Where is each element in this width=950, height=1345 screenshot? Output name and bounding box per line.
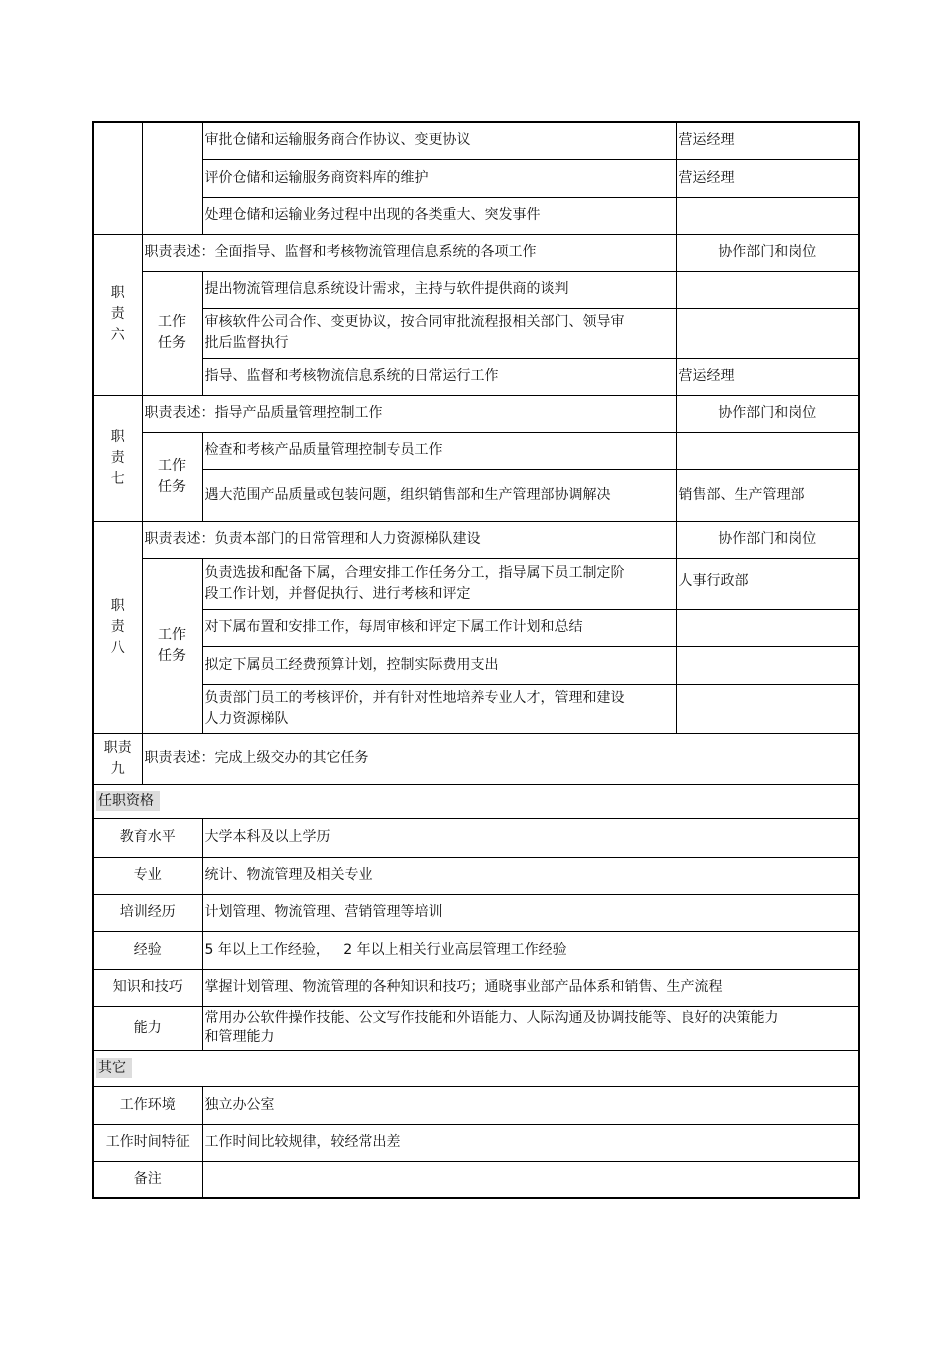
table-row: [93, 197, 859, 234]
table-row: [93, 432, 859, 469]
duty-label-char: 职: [110, 597, 125, 614]
duty-label-char: 八: [110, 639, 125, 656]
duty-label-char: 九: [110, 760, 125, 777]
table-row: [93, 395, 859, 432]
task-text: 提出物流管理信息系统设计需求，主持与软件提供商的谈判: [202, 271, 676, 308]
other-label: 备注: [93, 1161, 202, 1198]
work-task-label: [142, 432, 202, 521]
table-row: [93, 1006, 859, 1050]
duty7-description: 职责表述：指导产品质量管理控制工作: [142, 395, 676, 432]
table-row: [93, 159, 859, 197]
table-row: [93, 818, 859, 857]
other-label: 工作时间特征: [93, 1124, 202, 1161]
other-value: [202, 1161, 859, 1198]
section-label: 其它: [96, 1058, 132, 1078]
duty-label-char: 责: [110, 618, 125, 635]
table-row: [93, 234, 859, 271]
collab-text: [676, 197, 859, 234]
table-row: [93, 358, 859, 395]
work-task-label: [142, 271, 202, 395]
collab-text: 营运经理: [676, 122, 859, 159]
collab-header: 协作部门和岗位: [676, 521, 859, 558]
work-label-text: 工作: [158, 314, 186, 330]
other-value: 工作时间比较规律，较经常出差: [202, 1124, 859, 1161]
qual-label: 教育水平: [93, 818, 202, 857]
task-text: 检查和考核产品质量管理控制专员工作: [202, 432, 676, 469]
table-row: [93, 684, 859, 733]
collab-text: 营运经理: [676, 159, 859, 197]
duty-label-char: 职责: [103, 739, 132, 756]
table-row: [93, 857, 859, 894]
duty8-label: [93, 521, 142, 733]
qual-value: 计划管理、物流管理、营销管理等培训: [202, 894, 859, 931]
table-row: [93, 1161, 859, 1198]
collab-text: [676, 646, 859, 684]
duty-label-char: 职: [110, 428, 125, 445]
table-row: [93, 558, 859, 609]
duty7-label: [93, 395, 142, 521]
qual-value: 统计、物流管理及相关专业: [202, 857, 859, 894]
table-row: [93, 609, 859, 646]
work-label-text: 工作: [158, 457, 186, 474]
qual-label: 经验: [93, 931, 202, 969]
work-task-label: [142, 558, 202, 733]
qual-label: 能力: [93, 1006, 202, 1050]
task-text: 拟定下属员工经费预算计划，控制实际费用支出: [202, 646, 676, 684]
table-row: [93, 784, 859, 818]
duty-label-char: 七: [110, 470, 125, 487]
qual-value: 掌握计划管理、物流管理的各种知识和技巧；通晓事业部产品体系和销售、生产流程: [202, 969, 859, 1006]
work-label-text: 任务: [158, 335, 186, 351]
qualifications-header: [93, 784, 859, 818]
table-row: [93, 308, 859, 358]
collab-text: [676, 432, 859, 469]
table-row: [93, 969, 859, 1006]
blank-duty-cell: [93, 122, 142, 234]
duty6-label: [93, 234, 142, 395]
qual-label: 专业: [93, 857, 202, 894]
blank-work-cell: [142, 122, 202, 234]
collab-text: [676, 609, 859, 646]
table-row: [93, 1050, 859, 1086]
job-description-page: [92, 121, 858, 1199]
table-row: [93, 733, 859, 784]
table-row: [93, 931, 859, 969]
collab-text: [676, 308, 859, 358]
task-text: 评价仓储和运输服务商资料库的维护: [202, 159, 676, 197]
table-row: [93, 1124, 859, 1161]
qual-label: 培训经历: [93, 894, 202, 931]
job-description-table: [92, 121, 860, 1199]
task-text: 对下属布置和安排工作，每周审核和评定下属工作计划和总结: [202, 609, 676, 646]
duty-label-char: 责: [110, 306, 125, 322]
collab-text: 销售部、生产管理部: [676, 469, 859, 521]
other-value: 独立办公室: [202, 1086, 859, 1124]
task-text: 指导、监督和考核物流信息系统的日常运行工作: [202, 358, 676, 395]
table-row: [93, 122, 859, 159]
work-label-text: 任务: [158, 478, 186, 495]
duty9-description: 职责表述：完成上级交办的其它任务: [142, 733, 859, 784]
table-row: [93, 271, 859, 308]
task-text: 审核软件公司合作、变更协议，按合同审批流程报相关部门、领导审批后监督执行: [202, 308, 676, 358]
duty-label-char: 六: [110, 327, 125, 343]
task-text: 遇大范围产品质量或包装问题，组织销售部和生产管理部协调解决: [202, 469, 676, 521]
work-label-text: 工作: [158, 626, 186, 643]
qual-value: 5 年以上工作经验， 2 年以上相关行业高层管理工作经验: [202, 931, 859, 969]
qual-label: 知识和技巧: [93, 969, 202, 1006]
table-row: [93, 469, 859, 521]
task-text: 处理仓储和运输业务过程中出现的各类重大、突发事件: [202, 197, 676, 234]
collab-header: 协作部门和岗位: [676, 395, 859, 432]
task-text: 负责部门员工的考核评价，并有针对性地培养专业人才，管理和建设人力资源梯队: [202, 684, 676, 733]
task-text: 审批仓储和运输服务商合作协议、变更协议: [202, 122, 676, 159]
duty-label-char: 职: [110, 285, 125, 301]
qual-value: 大学本科及以上学历: [202, 818, 859, 857]
duty9-label: [93, 733, 142, 784]
duty8-description: 职责表述：负责本部门的日常管理和人力资源梯队建设: [142, 521, 676, 558]
collab-text: 营运经理: [676, 358, 859, 395]
collab-header: 协作部门和岗位: [676, 234, 859, 271]
table-row: [93, 646, 859, 684]
section-label: 任职资格: [96, 791, 160, 811]
collab-text: [676, 684, 859, 733]
collab-text: [676, 271, 859, 308]
table-row: [93, 1086, 859, 1124]
qual-value: 常用办公软件操作技能、公文写作技能和外语能力、人际沟通及协调技能等、良好的决策能力和管理能力: [202, 1006, 859, 1050]
table-row: [93, 894, 859, 931]
duty-label-char: 责: [110, 449, 125, 466]
collab-text: 人事行政部: [676, 558, 859, 609]
work-label-text: 任务: [158, 647, 186, 664]
table-row: [93, 521, 859, 558]
task-text: 负责选拔和配备下属，合理安排工作任务分工，指导属下员工制定阶段工作计划，并督促执行、进行考核和评定: [202, 558, 676, 609]
other-label: 工作环境: [93, 1086, 202, 1124]
duty6-description: 职责表述：全面指导、监督和考核物流管理信息系统的各项工作: [142, 234, 676, 271]
other-header: [93, 1050, 859, 1086]
